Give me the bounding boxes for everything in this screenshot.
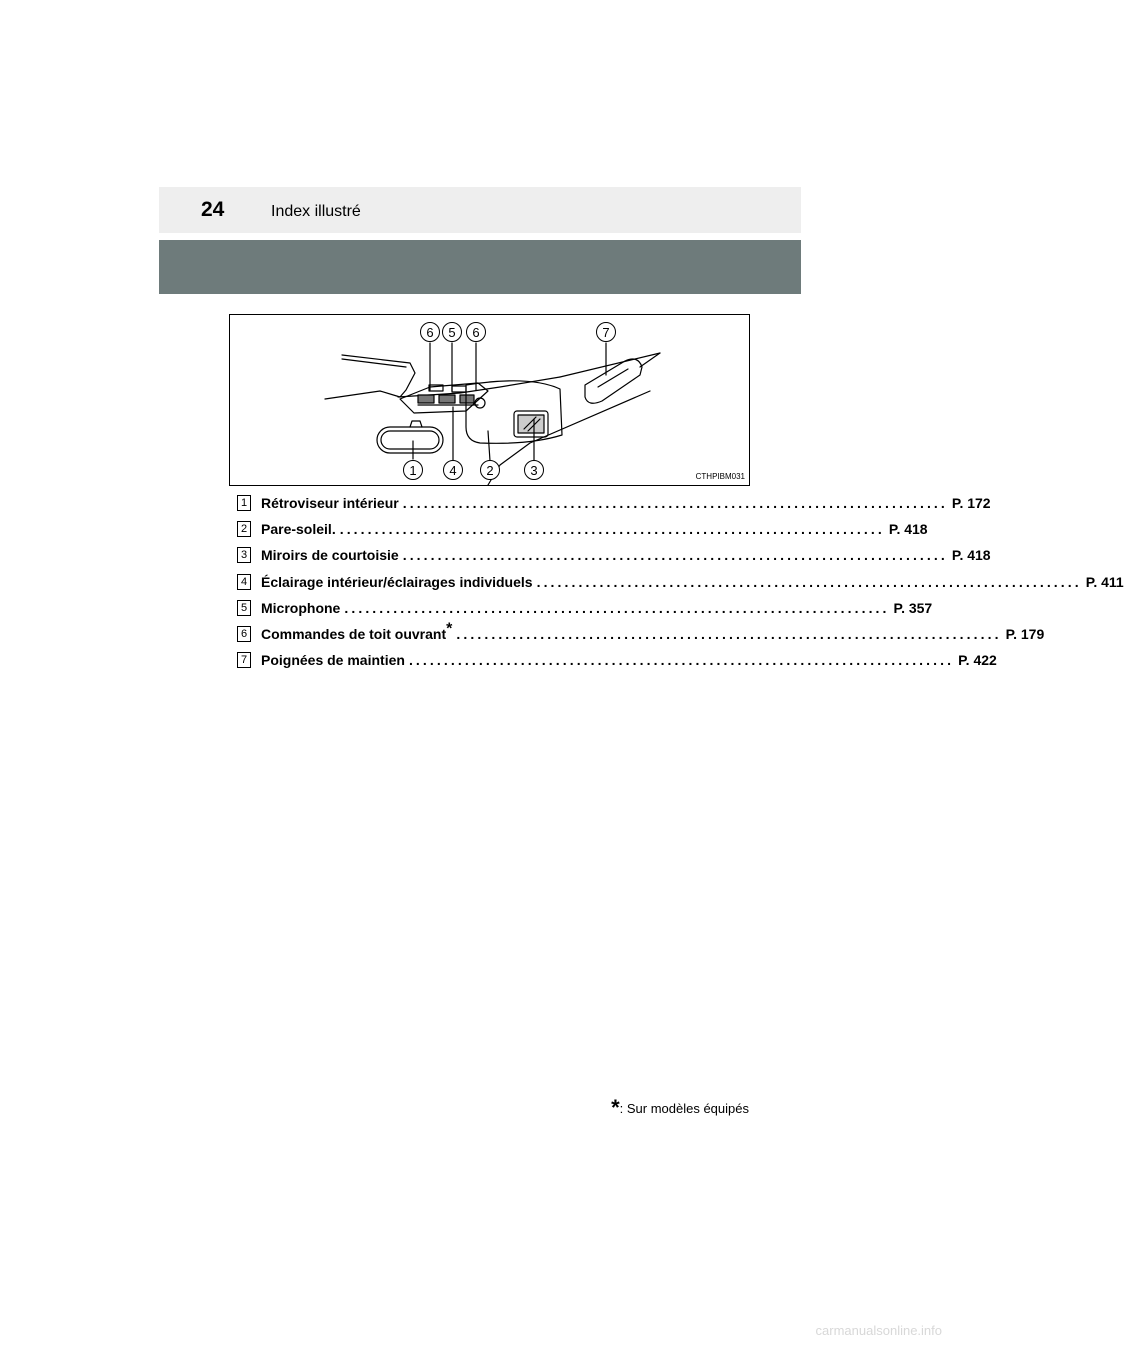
overhead-console-illustration (229, 314, 750, 486)
item-label (261, 620, 453, 643)
legend-item (237, 620, 1045, 647)
footnote-marker: * (611, 1095, 620, 1120)
item-number: 2 (237, 521, 251, 537)
item-label: Microphone (261, 599, 341, 616)
image-code: CTHPIBM031 (695, 472, 745, 481)
footnote-text: : Sur modèles équipés (619, 1101, 749, 1116)
leader-dots: .............................................................................. (408, 652, 955, 669)
callout-6b-label: 6 (472, 325, 480, 340)
item-number: 6 (237, 626, 251, 642)
callout-6a-label: 6 (426, 325, 434, 340)
item-number: 7 (237, 652, 251, 668)
callout-4-label: 4 (449, 463, 457, 478)
page-reference[interactable]: P. 179 (1005, 626, 1045, 643)
item-number: 3 (237, 547, 251, 563)
header-title: Index illustré (271, 203, 361, 220)
leader-dots: .............................................................................. (402, 495, 948, 512)
car-interior-drawing (230, 315, 751, 487)
page-reference[interactable]: P. 172 (951, 495, 991, 512)
item-label: Pare-soleil. (261, 521, 336, 538)
callout-3-label: 3 (530, 463, 538, 478)
page-reference[interactable]: P. 418 (888, 521, 928, 538)
grab-handle (585, 359, 642, 403)
leader-dots: .............................................................................. (536, 573, 1082, 590)
page-reference[interactable]: P. 422 (958, 652, 997, 669)
item-label: Éclairage intérieur/éclairages individuels (261, 573, 533, 590)
legend-item (237, 569, 1124, 595)
legend-item (237, 595, 933, 621)
legend-item (237, 542, 991, 568)
callout-5-label: 5 (448, 325, 456, 340)
section-band (159, 240, 801, 294)
callout-7-label: 7 (602, 325, 610, 340)
item-number: 5 (237, 600, 251, 616)
header-bar (159, 187, 801, 233)
legend-list (237, 490, 1124, 673)
item-label: Rétroviseur intérieur (261, 495, 399, 512)
callout-1-label: 1 (409, 463, 417, 478)
legend-item (237, 516, 928, 542)
item-label: Miroirs de courtoisie (261, 547, 399, 564)
page-reference[interactable]: P. 418 (951, 547, 991, 564)
leader-dots: .............................................................................. (339, 521, 885, 538)
item-label: Poignées de maintien (261, 652, 405, 669)
asterisk-marker: * (446, 620, 453, 638)
leader-dots: .............................................................................. (456, 626, 1002, 643)
legend-item (237, 647, 997, 673)
page-reference[interactable]: P. 357 (893, 599, 933, 616)
leader-dots: .............................................................................. (344, 599, 890, 616)
legend-item (237, 490, 991, 516)
watermark: carmanualsonline.info (815, 1323, 942, 1338)
page-reference[interactable]: P. 411 (1085, 573, 1124, 590)
item-label-text: Commandes de toit ouvrant (261, 626, 447, 643)
page-number: 24 (201, 198, 225, 221)
item-number: 4 (237, 574, 251, 590)
leader-dots: .............................................................................. (402, 547, 948, 564)
callout-2-label: 2 (486, 463, 494, 478)
item-number: 1 (237, 495, 251, 511)
footnote (611, 1095, 749, 1121)
